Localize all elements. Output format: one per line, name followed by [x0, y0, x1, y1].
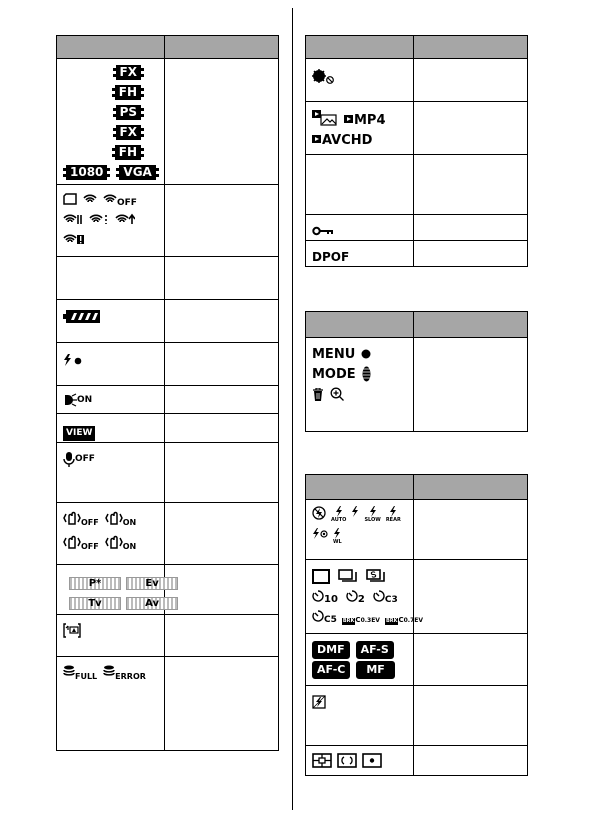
movie-fh-icon: FH [112, 85, 144, 100]
table-row [306, 102, 528, 155]
table-row [57, 414, 279, 443]
mp4-label: MP4 [354, 112, 386, 128]
self-timer-icon [373, 590, 385, 602]
button-dot-icon [361, 349, 371, 359]
column-divider [292, 8, 293, 810]
wifi-upload-icon [115, 213, 135, 225]
steadyshot-icon [63, 511, 81, 525]
self-timer-icon [346, 590, 358, 602]
protect-cell [306, 215, 414, 241]
on-label: ON [122, 517, 137, 527]
trash-icon [312, 388, 324, 401]
table-row [306, 155, 528, 215]
mode-label: MODE [312, 366, 356, 382]
table-row [306, 560, 528, 634]
table-row [306, 634, 528, 686]
program-shift-indicator: P* [69, 577, 121, 590]
flash-off-icon [312, 506, 326, 520]
flash-icon [333, 528, 341, 539]
wifi-transfer-icon [63, 213, 83, 225]
table-row [57, 657, 279, 751]
on-label: ON [77, 395, 93, 405]
table-row [57, 185, 279, 257]
af-illuminator-cell [57, 386, 165, 414]
database-cell [57, 657, 165, 751]
bracket-c-label: C [398, 615, 404, 624]
movie-size-icons [57, 59, 165, 185]
battery-icon [63, 310, 101, 323]
flash-icon [351, 506, 359, 517]
table-row [57, 300, 279, 343]
table-row [57, 615, 279, 657]
no-record-cell [306, 59, 414, 102]
bracket-icon: BRK [385, 617, 398, 624]
control-wheel-icon [362, 366, 371, 382]
battery-cell [57, 300, 165, 343]
movie-fh-icon: FH [112, 145, 144, 160]
database-icon [63, 665, 75, 679]
flash-icon [335, 506, 343, 517]
wl-label: WL [333, 539, 342, 545]
table-row [306, 215, 528, 241]
af-c-icon: AF-C [312, 661, 350, 679]
left-header-icon [57, 36, 165, 59]
table-row [57, 386, 279, 414]
slow-label: SLOW [364, 517, 381, 523]
menu-label: MENU [312, 346, 356, 362]
off-label: OFF [81, 517, 99, 527]
menu-mode-cell [306, 338, 414, 432]
timer-c5-label: C5 [324, 614, 337, 625]
wifi-icons [57, 185, 165, 257]
mf-icon: MF [356, 661, 394, 679]
dial-cell [57, 565, 165, 615]
auto-label: AUTO [331, 517, 347, 523]
focus-mode-cell [306, 634, 414, 686]
table-row [57, 443, 279, 503]
steadyshot-icon [105, 535, 123, 549]
wifi-icon [83, 193, 97, 205]
movie-vga-icon: VGA [116, 165, 158, 180]
audio-off-cell [57, 443, 165, 503]
multi-metering-icon [312, 753, 332, 768]
off-label: OFF [117, 197, 137, 208]
bracket-step-label: 0.3EV [360, 616, 380, 624]
table-row [306, 500, 528, 560]
table-row [306, 338, 528, 432]
af-illuminator-icon [63, 393, 77, 407]
table-row [57, 343, 279, 386]
movie-ps-icon: PS [113, 105, 144, 120]
protect-key-icon [312, 226, 334, 236]
full-label: FULL [75, 671, 98, 681]
timer-2-label: 2 [357, 593, 365, 605]
right-table-1 [305, 35, 528, 267]
flash-charging-icon [63, 354, 83, 366]
wifi-connecting-icon [89, 213, 109, 225]
flash-icon [389, 506, 397, 517]
movie-playback-icon [344, 115, 354, 124]
dpof-icon: DPOF [312, 250, 350, 264]
metering-cell [306, 746, 414, 776]
microphone-icon [63, 452, 75, 467]
steadyshot-cell [57, 503, 165, 565]
dro-cell [306, 686, 414, 746]
aperture-indicator: Av [126, 597, 178, 610]
no-record-icon [312, 69, 336, 85]
table-row [306, 686, 528, 746]
drive-mode-cell [306, 560, 423, 634]
database-icon [103, 665, 115, 679]
single-shot-icon [312, 569, 330, 584]
flash-charge-cell [57, 343, 165, 386]
flash-redeye-icon [312, 528, 328, 539]
movie-1080-icon: 1080 [63, 165, 110, 180]
table-row [306, 746, 528, 776]
off-label: OFF [75, 454, 95, 464]
steadyshot-icon [63, 535, 81, 549]
table-row [57, 59, 279, 185]
avchd-label: AVCHD [322, 132, 373, 148]
timer-10-label: 10 [324, 593, 338, 605]
wifi-error-icon [63, 233, 85, 245]
still-playback-icon [312, 110, 338, 126]
view-cell [57, 414, 165, 443]
wifi-off-icon [103, 193, 117, 205]
table-row [57, 257, 279, 300]
off-label: OFF [81, 541, 99, 551]
table-row [306, 241, 528, 267]
card-icon [63, 193, 77, 205]
movie-fx-icon: FX [113, 65, 144, 80]
on-label: ON [122, 541, 137, 551]
bracket-step-label: 0.7EV [403, 616, 423, 624]
zoom-in-icon [330, 387, 344, 401]
right-table-3 [305, 474, 528, 776]
left-table [56, 35, 279, 751]
self-timer-icon [312, 610, 324, 622]
bracket-c-label: C [355, 615, 361, 624]
flash-compensation-icon [312, 695, 326, 709]
playback-mode-cell [306, 102, 414, 155]
flash-icon [369, 506, 377, 517]
continuous-shot-icon [338, 569, 358, 583]
bracket-icon: BRK [342, 617, 355, 624]
timer-c3-label: C3 [384, 594, 398, 605]
shutter-speed-indicator: Tv [69, 597, 121, 610]
steadyshot-icon [105, 511, 123, 525]
af-s-icon: AF-S [356, 641, 394, 659]
flash-mode-cell [306, 500, 414, 560]
movie-playback-icon [312, 135, 322, 144]
continuous-s-icon [366, 569, 386, 583]
dpof-cell [306, 241, 414, 267]
view-icon: VIEW [63, 426, 95, 441]
center-metering-icon [337, 753, 357, 768]
right-table-2 [305, 311, 528, 432]
rear-label: REAR [385, 517, 401, 523]
spot-metering-icon [362, 753, 382, 768]
smart-telecon-icon [63, 623, 81, 638]
smart-tele-cell [57, 615, 165, 657]
self-timer-icon [312, 590, 324, 602]
movie-fx-icon: FX [113, 125, 144, 140]
exposure-comp-indicator: Ev [126, 577, 178, 590]
left-header-meaning [165, 36, 279, 59]
error-label: ERROR [115, 671, 146, 681]
table-row [306, 59, 528, 102]
table-row [57, 565, 279, 615]
table-row [57, 503, 279, 565]
dmf-icon: DMF [312, 641, 350, 659]
